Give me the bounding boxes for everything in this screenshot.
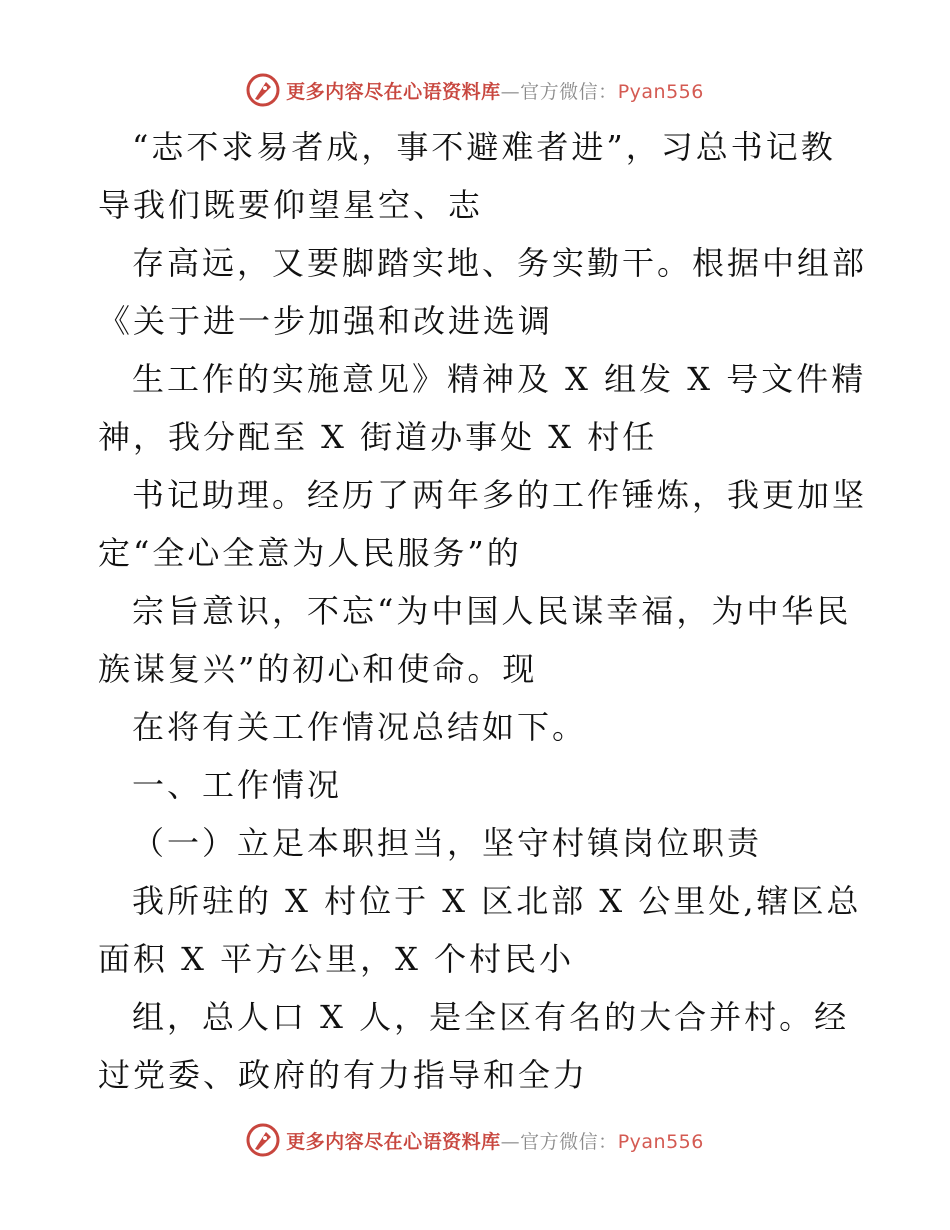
- paragraph-line: 过党委、政府的有力指导和全力: [98, 1056, 589, 1094]
- paragraph-line: 在将有关工作情况总结如下。: [132, 708, 588, 746]
- watermark-dash: —: [500, 80, 521, 103]
- paragraph-line: 族谋复兴”的初心和使命。现: [98, 650, 538, 688]
- paragraph-line: 面积 X 平方公里，X 个村民小: [98, 940, 575, 978]
- paragraph-line: 生工作的实施意见》精神及 X 组发 X 号文件精: [132, 360, 867, 398]
- paragraph-line: 我所驻的 X 村位于 X 区北部 X 公里处,辖区总: [132, 882, 862, 920]
- watermark-text: [286, 1127, 704, 1154]
- watermark-group: [246, 1123, 704, 1157]
- watermark-group: [246, 73, 704, 107]
- paragraph-line: “志不求易者成，事不避难者进”，习总书记教: [132, 128, 836, 166]
- paragraph-line: 存高远，又要脚踏实地、务实勤干。根据中组部: [132, 244, 868, 282]
- watermark-site-name: 更多内容尽在心语资料库: [286, 1130, 501, 1153]
- pen-nib-logo-icon: [246, 73, 280, 107]
- paragraph-line: 神，我分配至 X 街道办事处 X 村任: [98, 418, 658, 456]
- watermark-site-name: 更多内容尽在心语资料库: [286, 80, 501, 103]
- paragraph-line: 导我们既要仰望星空、志: [98, 186, 484, 224]
- watermark-account-id: Pyan556: [617, 80, 704, 103]
- watermark-dash: —: [500, 1130, 521, 1153]
- paragraph-line: 《关于进一步加强和改进选调: [98, 302, 554, 340]
- section-heading: 一、工作情况: [132, 766, 343, 804]
- watermark-text: [286, 77, 704, 104]
- watermark-wechat-label: 官方微信：: [520, 80, 618, 103]
- watermark-wechat-label: 官方微信：: [520, 1130, 618, 1153]
- paragraph-line: 组，总人口 X 人，是全区有名的大合并村。经: [132, 998, 850, 1036]
- subsection-heading: （一）立足本职担当，坚守村镇岗位职责: [132, 824, 763, 862]
- pen-nib-logo-icon: [246, 1123, 280, 1157]
- watermark-account-id: Pyan556: [617, 1130, 704, 1153]
- header-watermark-banner: [0, 68, 950, 112]
- footer-watermark-banner: [0, 1118, 950, 1162]
- paragraph-line: 宗旨意识，不忘“为中国人民谋幸福，为中华民: [132, 592, 852, 630]
- paragraph-line: 书记助理。经历了两年多的工作锤炼，我更加坚: [132, 476, 868, 514]
- paragraph-line: 定“全心全意为人民服务”的: [98, 534, 522, 572]
